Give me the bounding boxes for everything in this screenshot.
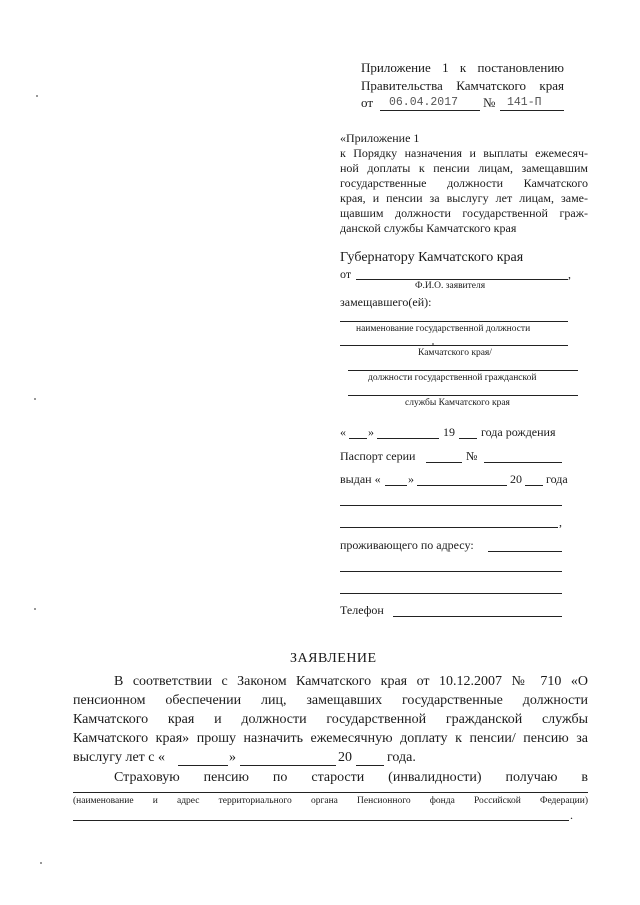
approval-line-1: Приложение 1 к постановлению (361, 60, 564, 75)
birth-close-quote: » (368, 425, 374, 439)
passport-series-field[interactable] (426, 462, 462, 463)
civil-position-field[interactable] (348, 370, 578, 371)
statement-title: ЗАЯВЛЕНИЕ (290, 651, 377, 666)
position-field-2[interactable] (340, 345, 568, 346)
statement-line-4: Камчатского края» прошу назначить ежемесячную доплату к пенсии/ пенсию за (73, 731, 588, 746)
addressee-from-label: от (340, 267, 352, 281)
scan-speck (36, 95, 38, 97)
fio-field[interactable] (356, 279, 568, 280)
statement-line-2: пенсионном обеспечении лиц, замещавших государственные должности (73, 693, 588, 708)
issued-close-quote: » (408, 472, 414, 486)
appendix-line-1: «Приложение 1 (340, 131, 420, 145)
position-caption: наименование государственной должности (356, 324, 531, 334)
address-label: проживающего по адресу: (340, 538, 474, 552)
birth-month-field[interactable] (377, 438, 439, 439)
phone-label: Телефон (340, 603, 384, 617)
birth-suffix: года рождения (481, 425, 556, 439)
appendix-line-6: щавшим должности государственной граж- (340, 206, 588, 220)
birth-day-field[interactable] (349, 438, 367, 439)
approval-date-underline (380, 110, 480, 111)
issued-by-field-1[interactable] (340, 505, 562, 506)
appendix-line-4: государственные должности Камчатского (340, 176, 588, 190)
statement-para-2: Страховую пенсию по старости (инвалидности) получаю в (114, 770, 588, 785)
appendix-line-5: края, и пенсии за выслугу лет лицам, заме- (340, 191, 588, 205)
birth-year-field[interactable] (459, 438, 477, 439)
civil-position-field-2[interactable] (348, 395, 578, 396)
address-field-3[interactable] (340, 593, 562, 594)
approval-line-2: Правительства Камчатского края (361, 78, 564, 93)
approval-date: 06.04.2017 (389, 96, 459, 109)
scan-speck (34, 608, 36, 610)
birth-open-quote: « (340, 425, 346, 439)
phone-field[interactable] (393, 616, 562, 617)
passport-label: Паспорт серии (340, 449, 416, 463)
scan-speck (432, 343, 434, 345)
pension-day-field[interactable] (178, 765, 228, 766)
pension-year-field[interactable] (356, 765, 384, 766)
fund-end-dot: . (570, 808, 573, 822)
scan-speck (34, 398, 36, 400)
statement-last-close: » (229, 750, 236, 765)
fund-name-field-2[interactable] (73, 820, 569, 821)
approval-number-sign: № (483, 95, 496, 110)
civil-caption-1: должности государственной гражданской (368, 373, 537, 383)
address-field-2[interactable] (340, 571, 562, 572)
kamchatka-caption: Камчатского края/ (418, 348, 492, 358)
fio-comma: , (568, 267, 571, 281)
civil-caption-2: службы Камчатского края (405, 398, 510, 408)
approval-number-underline (500, 110, 564, 111)
passport-number-sign: № (466, 449, 478, 463)
replaced-label: замещавшего(ей): (340, 295, 432, 309)
approval-number: 141-П (507, 96, 542, 109)
issued-label: выдан « (340, 472, 381, 486)
approval-date-prefix: от (361, 95, 374, 110)
statement-last-suffix: года. (387, 750, 416, 765)
issued-year-prefix: 20 (510, 472, 522, 486)
position-field[interactable] (340, 321, 568, 322)
pension-month-field[interactable] (240, 765, 336, 766)
statement-last-prefix: выслугу лет с « (73, 750, 165, 765)
scan-speck (40, 862, 42, 864)
issued-year-field[interactable] (525, 485, 543, 486)
address-field-1[interactable] (488, 551, 562, 552)
statement-line-3: Камчатского края и должности государственной гражданской службы (73, 712, 588, 727)
issued-by-comma: , (559, 515, 562, 529)
issued-day-field[interactable] (385, 485, 407, 486)
passport-number-field[interactable] (484, 462, 562, 463)
addressee-title: Губернатору Камчатского края (340, 250, 524, 265)
issued-suffix: года (546, 472, 568, 486)
issued-by-field-2[interactable] (340, 527, 558, 528)
fund-name-field[interactable] (73, 792, 588, 793)
appendix-line-3: ной доплаты к пенсии лицам, замещавшим (340, 161, 588, 175)
birth-year-prefix: 19 (443, 425, 455, 439)
statement-line-1: В соответствии с Законом Камчатского края от 10.12.2007 № 710 «О (114, 674, 588, 689)
appendix-line-2: к Порядку назначения и выплаты ежемесяч- (340, 146, 588, 160)
statement-last-year: 20 (338, 750, 352, 765)
appendix-line-7: данской службы Камчатского края (340, 221, 517, 235)
fund-caption: (наименование и адрес территориального органа Пенсионного фонда Российской Федерации) (73, 796, 588, 806)
issued-month-field[interactable] (417, 485, 507, 486)
fio-caption: Ф.И.О. заявителя (415, 281, 486, 291)
